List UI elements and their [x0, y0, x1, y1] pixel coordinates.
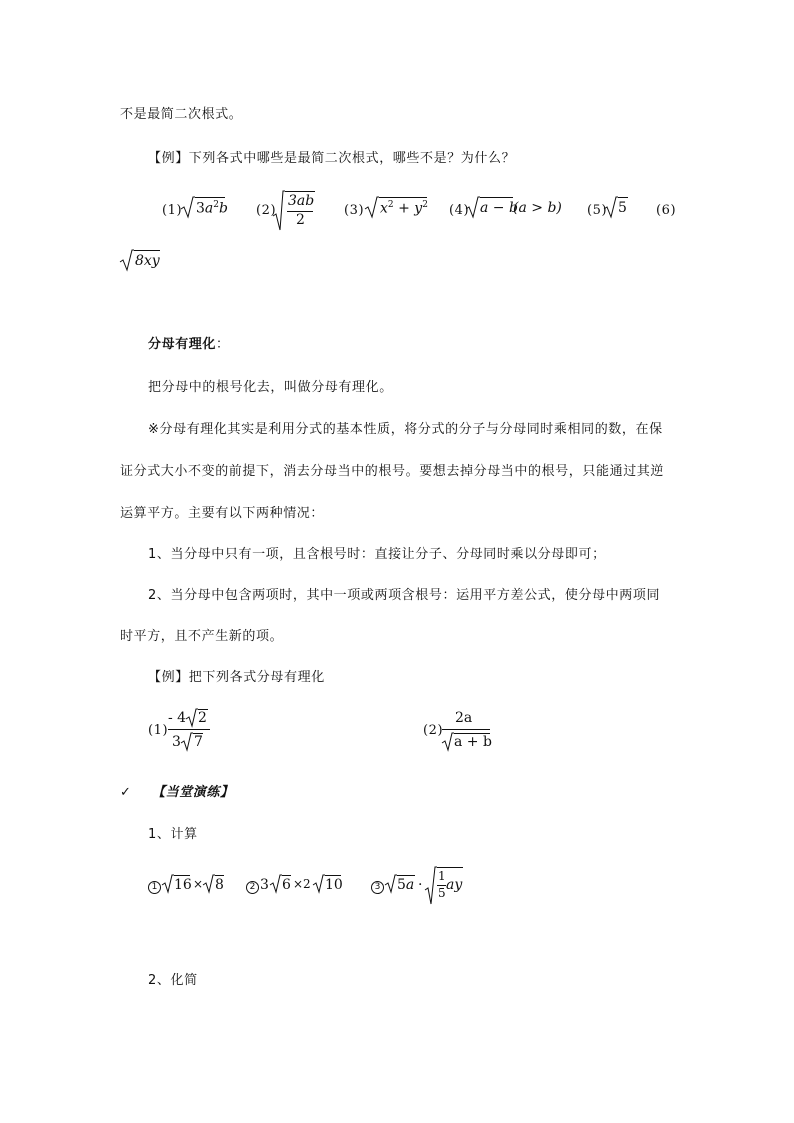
expr-4-condition: (a > b) [513, 200, 562, 216]
practice-item-3-frac-den: 5 [438, 886, 446, 900]
practice-heading: 【当堂演练】 [152, 785, 234, 800]
rationalize-case-2-line-2: 时平方，且不产生新的项。 [120, 629, 284, 644]
expr-1-label: (1) [162, 203, 183, 218]
problem-1-denominator-radicand: 7 [194, 734, 203, 750]
problem-2-denominator-radicand: a + b [454, 734, 492, 750]
radical-sign [273, 190, 285, 232]
radical-bar [437, 867, 463, 868]
practice-item-3-a: 5a [397, 877, 415, 893]
practice-item-2-mark: 2 [246, 878, 259, 896]
section-heading-rationalize: 分母有理化： [148, 337, 230, 352]
problem-2-label: (2) [423, 723, 444, 738]
problem-1-label: (1) [148, 723, 169, 738]
practice-item-1-b: 8 [215, 877, 224, 893]
problem-1-numerator-coef: - 4 [168, 710, 187, 726]
practice-item-2-a: 6 [282, 877, 291, 893]
radical-bar [285, 191, 315, 192]
practice-item-1-mark: 1 [148, 878, 161, 896]
radical-sign [203, 874, 215, 894]
expr-3-radicand: $x^2 + y^2$ [380, 200, 428, 217]
problem-2-numerator: 2a [455, 710, 473, 726]
practice-item-2-coef: 3 [260, 877, 269, 893]
radical-sign [385, 874, 397, 894]
practice-item-3-mark: 3 [371, 878, 384, 896]
radical-bar [618, 197, 628, 198]
practice-item-3-op: · [418, 877, 423, 893]
radical-sign [120, 249, 134, 273]
expr-6-label: (6) [656, 203, 677, 218]
radical-sign [442, 732, 454, 752]
fraction-bar [168, 729, 210, 730]
radical-sign [270, 874, 282, 894]
radical-sign [162, 874, 174, 894]
practice-task-1: 1、计算 [148, 827, 198, 842]
expr-6-radicand: 8xy [135, 253, 160, 269]
fraction-bar [442, 729, 490, 730]
radical-bar [325, 875, 341, 876]
radical-bar [282, 875, 291, 876]
radical-sign [365, 196, 379, 220]
expr-5-radicand: 5 [618, 200, 627, 216]
practice-item-3-frac-num: 1 [438, 869, 446, 883]
check-icon: ✓ [120, 785, 132, 800]
expr-3-label: (3) [344, 203, 365, 218]
radical-bar [480, 197, 513, 198]
rationalize-case-2-line-1: 2、当分母中包含两项时，其中一项或两项含根号：运用平方差公式，使分母中两项同 [148, 588, 661, 603]
expr-2-numerator: 3ab [288, 193, 315, 209]
rationalize-note-line-2: 证分式大小不变的前提下，消去分母当中的根号。要想去掉分母当中的根号，只能通过其逆 [120, 464, 665, 479]
expr-4-label: (4) [449, 203, 470, 218]
radical-bar [215, 875, 224, 876]
radical-sign [181, 196, 195, 220]
rationalize-definition: 把分母中的根号化去，叫做分母有理化。 [148, 380, 393, 395]
practice-task-2: 2、化简 [148, 973, 198, 988]
example-1-title: 【例】下列各式中哪些是最简二次根式，哪些不是？为什么？ [148, 151, 516, 166]
example-2-title: 【例】把下列各式分母有理化 [148, 670, 325, 685]
problem-1-denominator-coef: 3 [172, 734, 181, 750]
paragraph-continuation: 不是最简二次根式。 [120, 107, 243, 122]
radical-sign [604, 196, 618, 220]
practice-item-1-a: 16 [174, 877, 192, 893]
rationalize-note-line-1: ※分母有理化其实是利用分式的基本性质，将分式的分子与分母同时乘相同的数，在保 [148, 422, 663, 437]
radical-sign [181, 732, 193, 752]
practice-item-2-op: ×2 [293, 877, 311, 891]
radical-bar [397, 875, 415, 876]
radical-sign [313, 874, 325, 894]
practice-item-1-op: × [193, 877, 204, 891]
expr-5-label: (5) [587, 203, 608, 218]
practice-item-2-b: 10 [325, 877, 343, 893]
rationalize-case-1: 1、当分母中只有一项，且含根号时：直接让分子、分母同时乘以分母即可； [148, 547, 606, 562]
radical-sign [466, 196, 480, 220]
rationalize-note-line-3: 运算平方。主要有以下两种情况： [120, 506, 325, 521]
radical-bar [174, 875, 190, 876]
radical-sign [425, 866, 437, 906]
radical-sign [186, 708, 198, 728]
radical-bar [195, 197, 225, 198]
expr-2-denominator: 2 [296, 212, 305, 228]
radical-bar [134, 250, 160, 251]
radical-bar [379, 197, 427, 198]
expr-2-label: (2) [256, 203, 277, 218]
practice-item-3-frac-tail: ay [446, 877, 463, 893]
problem-1-numerator-radicand: 2 [198, 710, 207, 726]
expr-1-radicand: $3a^2b$ [196, 200, 228, 217]
expr-4-radicand: a − b [480, 200, 518, 216]
